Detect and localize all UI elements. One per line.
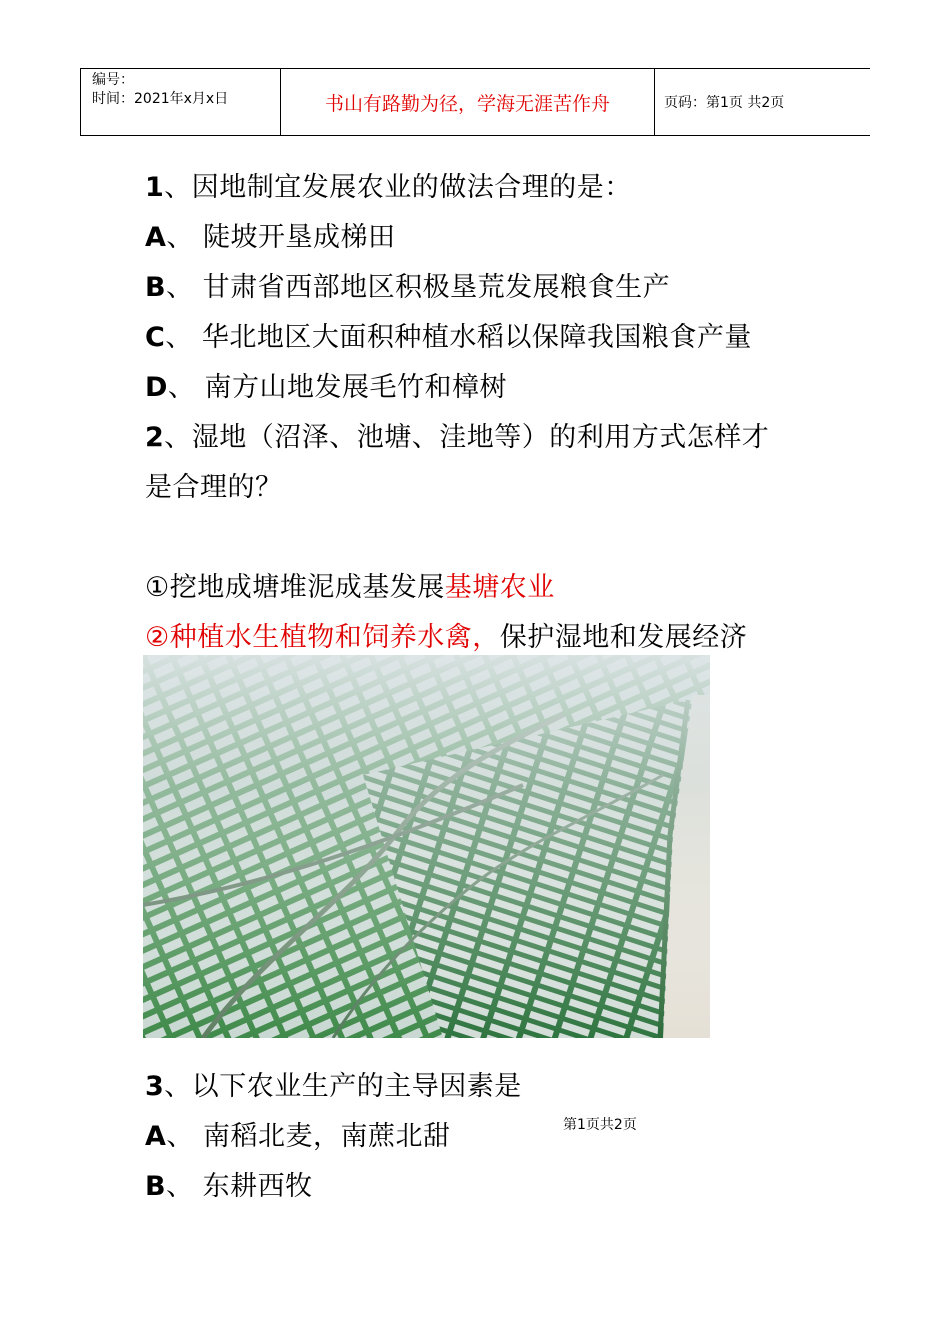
number-label: 编号： (92, 72, 134, 88)
answer-1: ①挖地成塘堆泥成基发展基塘农业 (145, 572, 555, 603)
question-2-stem: 2、湿地（沼泽、池塘、洼地等）的利用方式怎样才 (145, 422, 770, 453)
question-1-option-a: A、 陡坡开垦成梯田 (145, 222, 396, 253)
header-meta-cell (80, 69, 281, 135)
time-label: 时间：2021年x月x日 (92, 91, 229, 107)
document-header (80, 68, 870, 136)
fishpond-aerial-photo (143, 655, 710, 1038)
question-3-stem: 3、以下农业生产的主导因素是 (145, 1071, 522, 1102)
question-1-stem: 1、因地制宜发展农业的做法合理的是： (145, 172, 632, 203)
question-1-option-c: C、 华北地区大面积种植水稻以保障我国粮食产量 (145, 322, 752, 353)
page-label: 页码：第1页 共2页 (664, 95, 785, 111)
page-footer: 第1页共2页 (563, 1117, 637, 1133)
question-3-option-b: B、 东耕西牧 (145, 1171, 313, 1202)
atmospheric-haze (143, 655, 710, 1038)
question-3-option-a: A、 南稻北麦，南蔗北甜 (145, 1121, 451, 1152)
answer-2: ②种植水生植物和饲养水禽，保护湿地和发展经济 (145, 622, 748, 653)
question-2-stem-cont: 是合理的？ (145, 472, 283, 503)
motto: 书山有路勤为径，学海无涯苦作舟 (281, 69, 655, 135)
question-1-option-b: B、 甘肃省西部地区积极垦荒发展粮食生产 (145, 272, 671, 303)
question-1-option-d: D、 南方山地发展毛竹和樟树 (145, 372, 508, 403)
